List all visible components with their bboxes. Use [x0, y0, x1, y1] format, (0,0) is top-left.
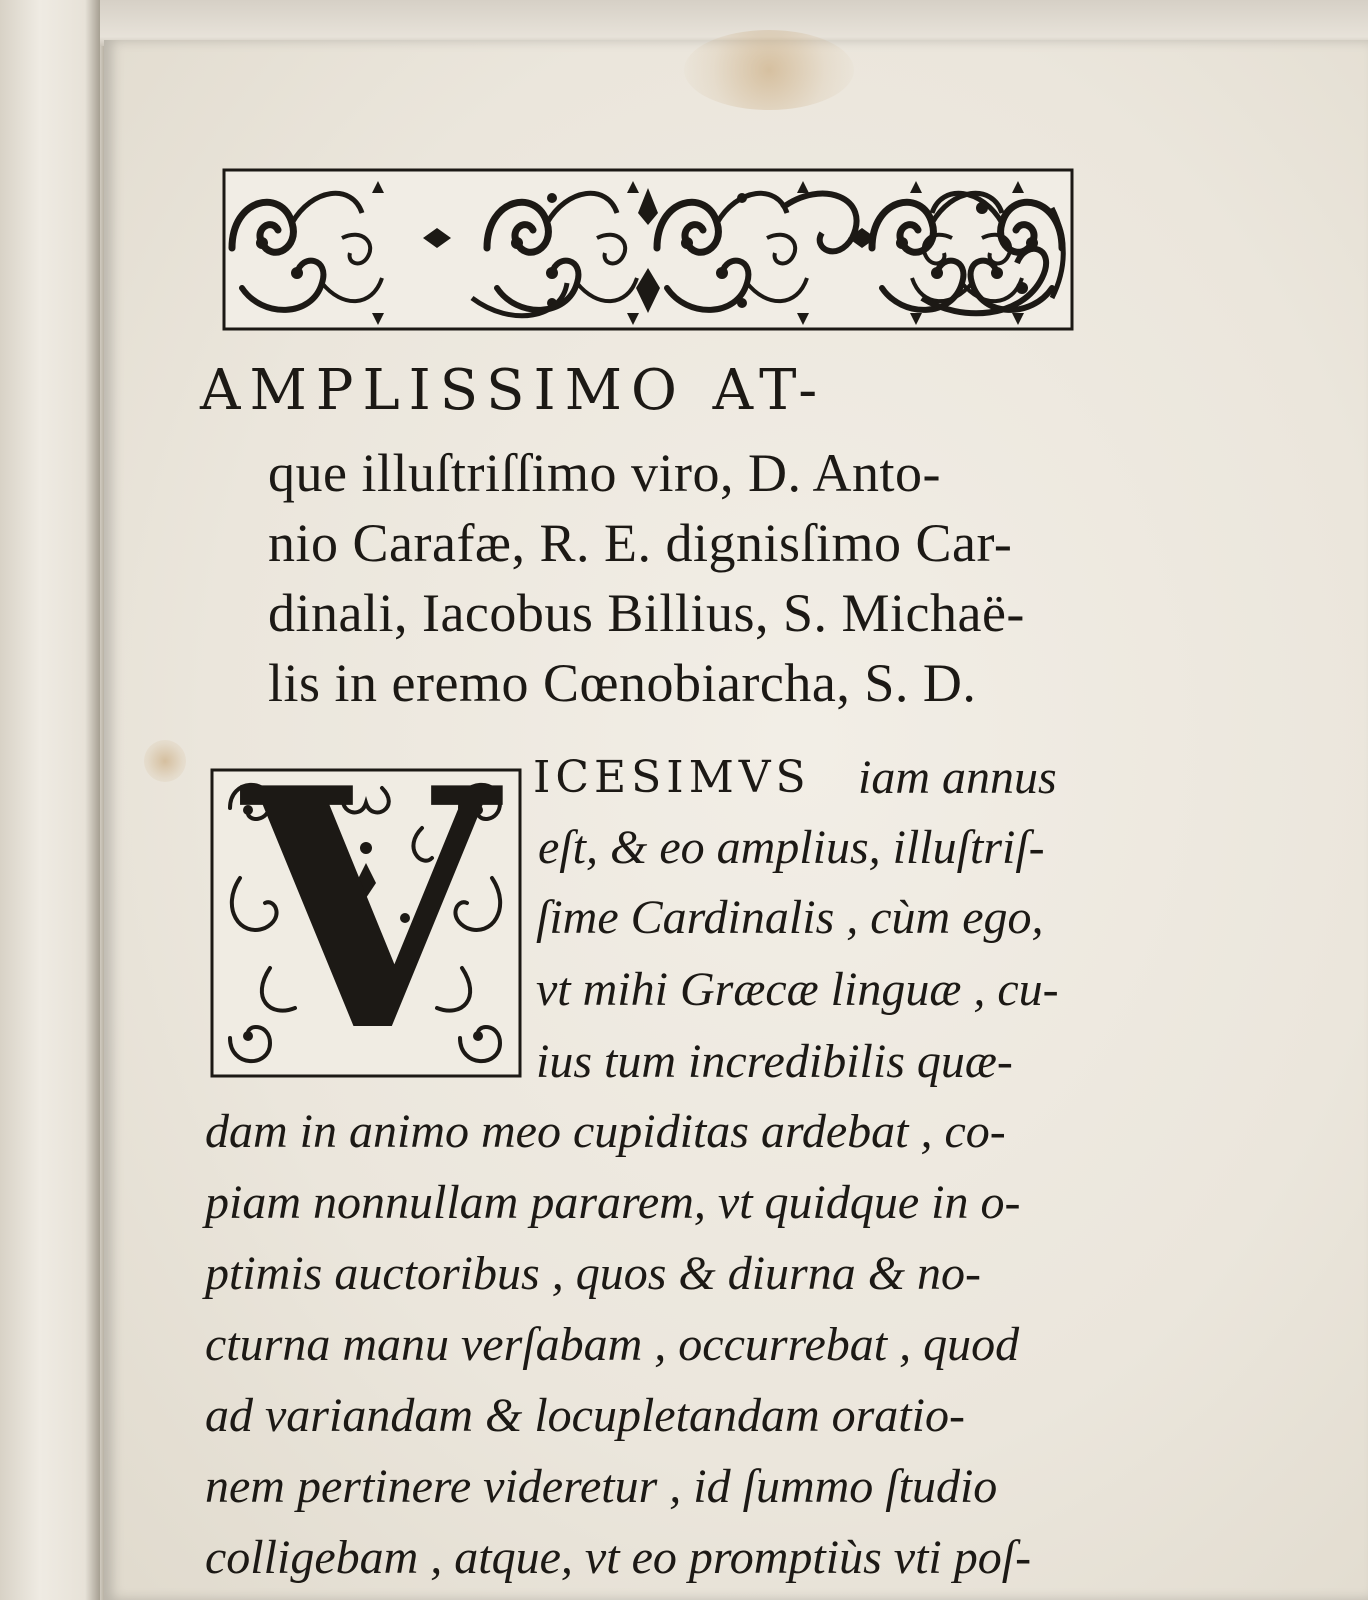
body-line: ſime Cardinalis , cùm ego, — [536, 891, 1044, 944]
body-line: piam nonnullam pararem, vt quidque in o- — [205, 1176, 1021, 1229]
decorated-initial — [210, 716, 522, 1104]
dedication-heading-caps: AMPLISSIMO AT- — [200, 358, 827, 423]
paper-stain — [144, 740, 186, 782]
body-line: dam in animo meo cupiditas ardebat , co- — [205, 1105, 1006, 1158]
body-line: eſt, & eo amplius, illuſtriſ- — [538, 821, 1045, 874]
dedication-heading-line: nio Carafæ, R. E. dignisſimo Car- — [268, 513, 1013, 573]
body-line: ptimis auctoribus , quos & diurna & no- — [205, 1247, 982, 1300]
body-line: nem pertinere videretur , id ſummo ſtudio — [205, 1460, 998, 1513]
body-line: cturna manu verſabam , occurrebat , quod — [205, 1318, 1020, 1371]
body-line: iam annus — [858, 751, 1057, 804]
body-line: vt mihi Græcæ linguæ , cu- — [536, 963, 1059, 1016]
dedication-heading-line: dinali, Iacobus Billius, S. Michaë- — [268, 583, 1025, 643]
facing-page-leaf — [0, 0, 100, 1600]
body-line: ius tum incredibilis quæ- — [536, 1035, 1013, 1088]
dedication-heading-line: lis in eremo Cœnobiarcha, S. D. — [268, 653, 977, 713]
body-line: colligebam , atque, vt eo promptiùs vti poſ- — [205, 1531, 1032, 1584]
paper-stain — [684, 30, 854, 110]
initial-letter: V — [241, 716, 499, 1104]
dedication-heading-line: que illuſtriſſimo viro, D. Anto- — [268, 443, 941, 503]
headpiece-ornament — [222, 168, 1074, 331]
lead-caps: ICESIMVS — [533, 752, 811, 803]
body-line: ad variandam & locupletandam oratio- — [205, 1389, 965, 1442]
